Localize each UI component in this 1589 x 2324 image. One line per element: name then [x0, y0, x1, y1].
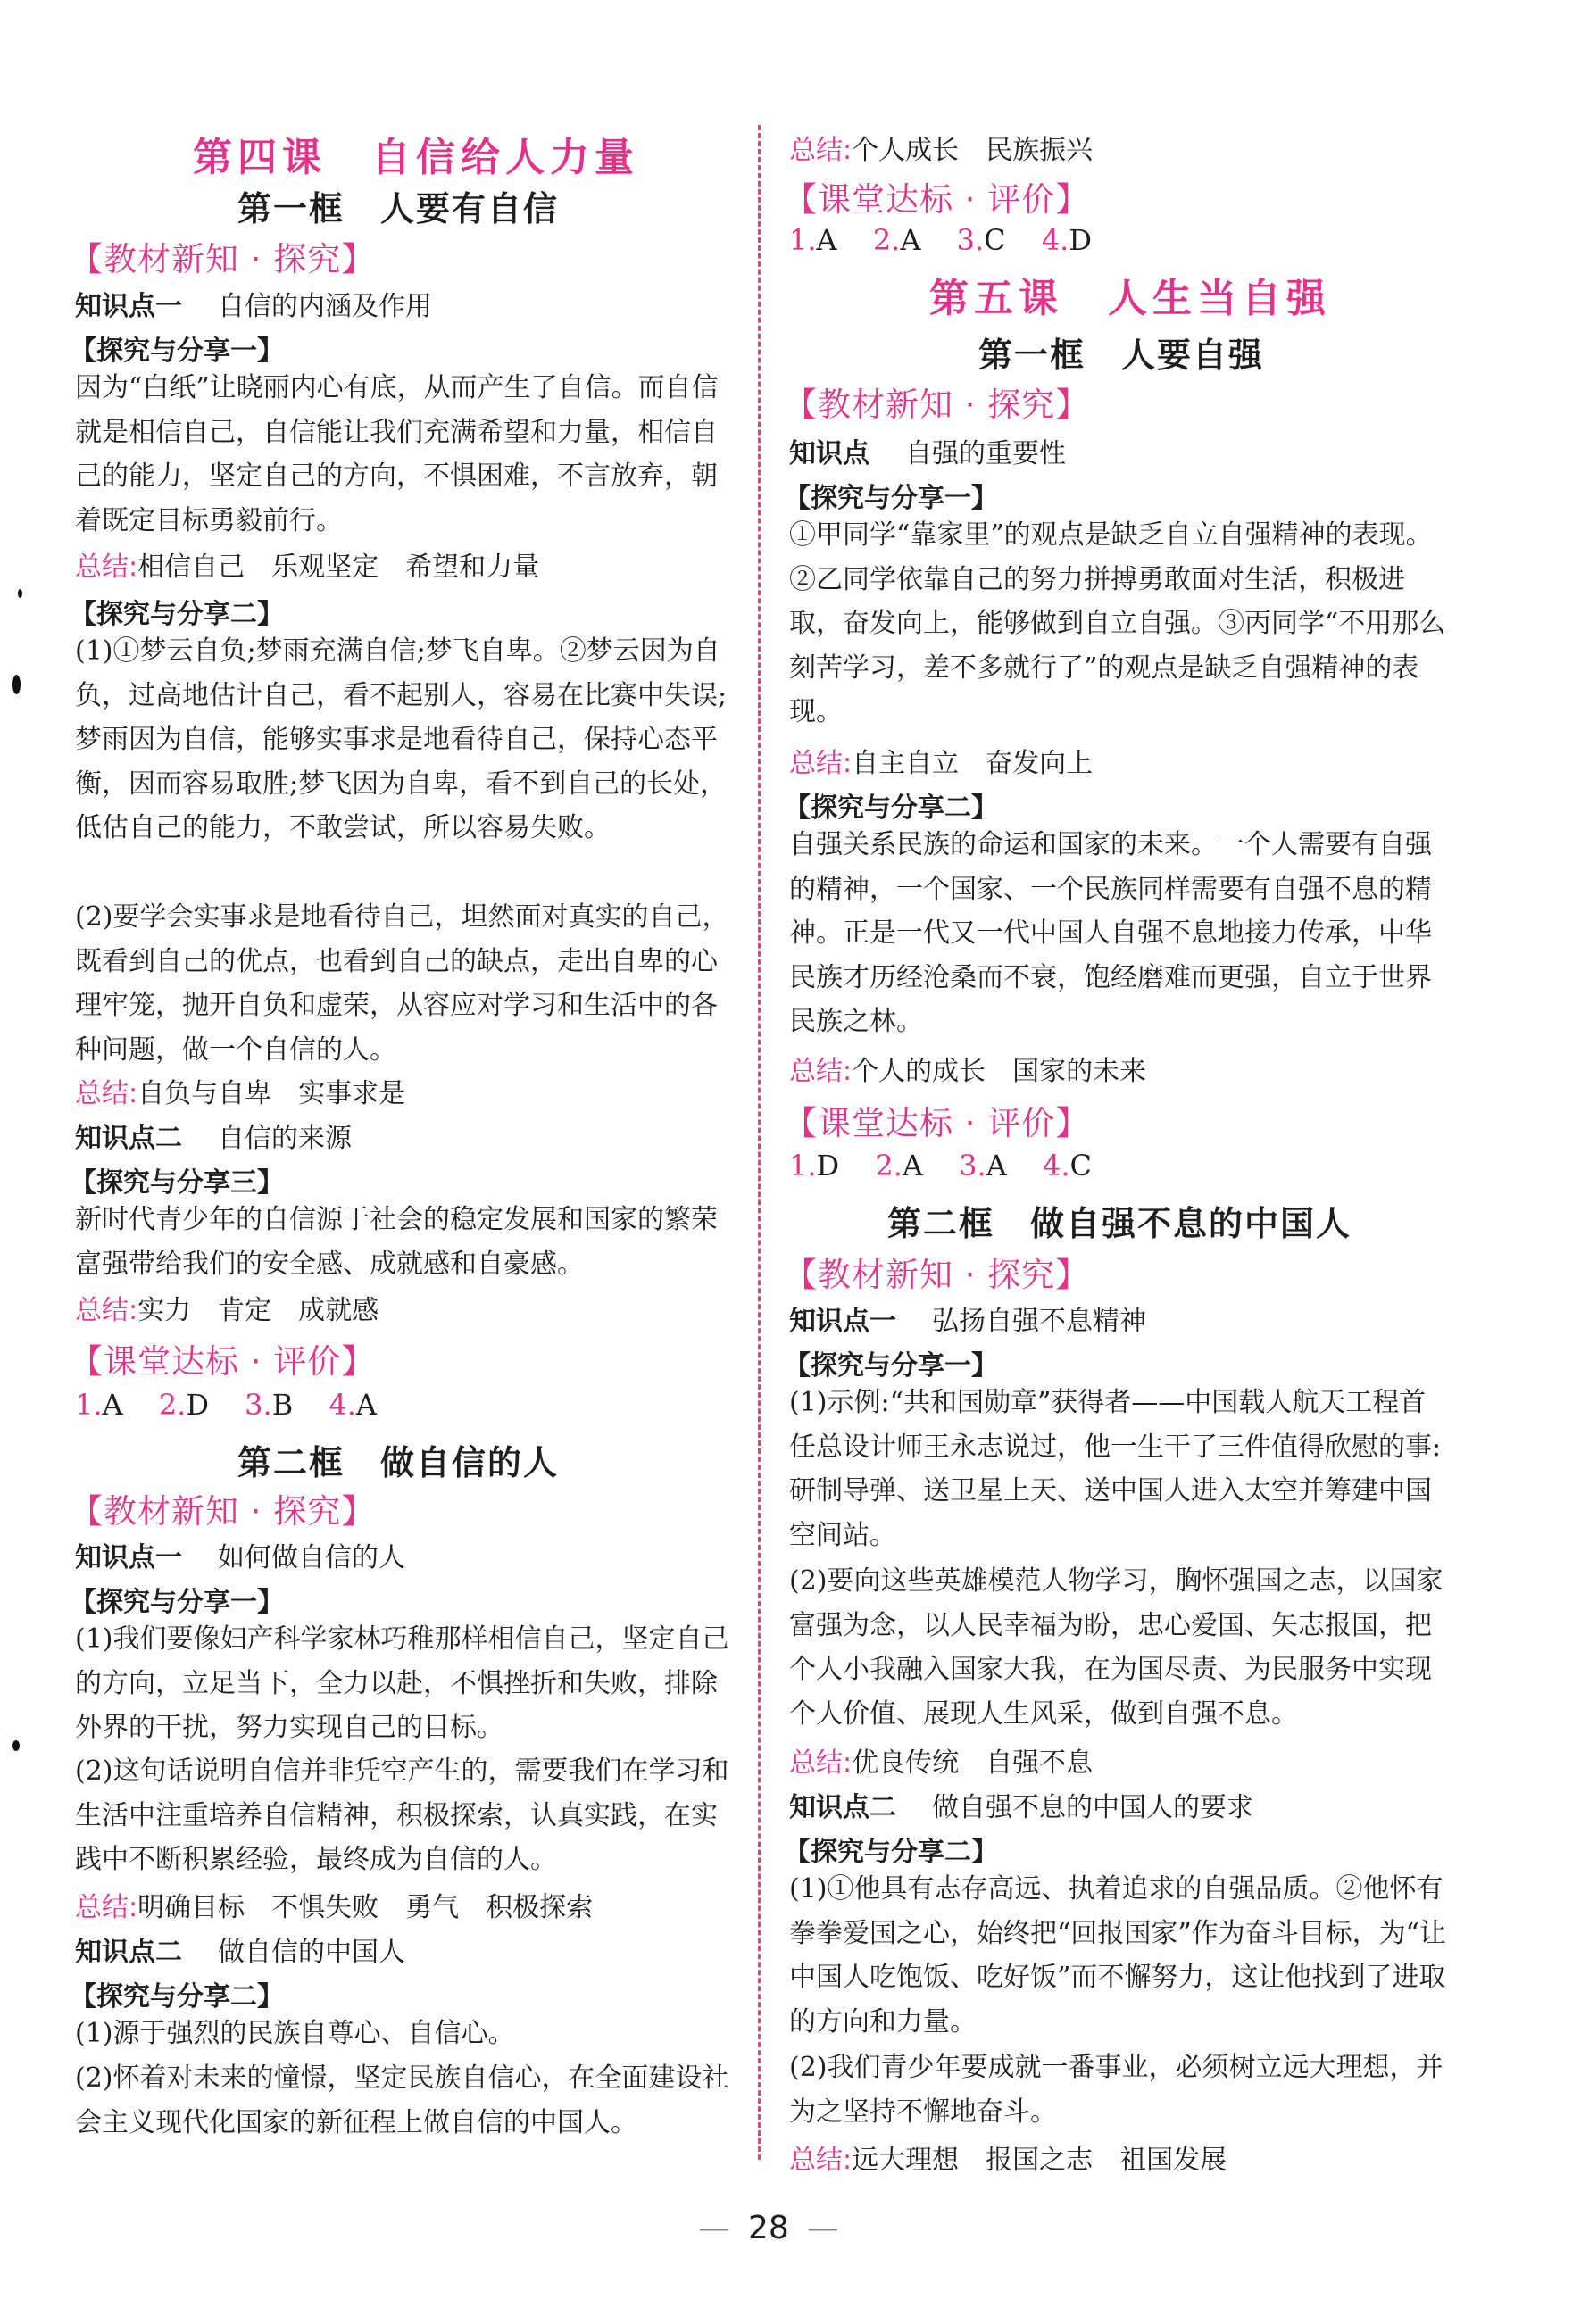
- share-heading: 【探究与分享二】: [70, 599, 284, 630]
- answer-item: 1.A: [75, 1388, 123, 1422]
- paragraph: (2)怀着对未来的憧憬，坚定民族自信心，在全面建设社会主义现代化国家的新征程上做自信的中国人。: [75, 2063, 729, 2138]
- knowledge-point: 知识点二 做自信的中国人: [75, 1937, 405, 1968]
- answer-list: [789, 1149, 1119, 1183]
- knowledge-point: 知识点一 弘扬自强不息精神: [789, 1306, 1146, 1337]
- page-number: — 28 —: [698, 2210, 839, 2246]
- answer-list: [789, 223, 1119, 257]
- frame-title: 第一框 人要自强: [978, 336, 1265, 375]
- share-heading: 【探究与分享一】: [784, 1350, 998, 1382]
- knowledge-point: 知识点二 做自强不息的中国人的要求: [789, 1792, 1253, 1823]
- paragraph: (1)①他具有志存高远、执着追求的自强品质。②他怀有拳拳爱国之心，始终把“回报国家”作为奋斗目标，为“让中国人吃饱饭、吃好饭”而不懈努力，这让他找到了进取的方向和力量。: [789, 1873, 1447, 2038]
- frame-title: 第二框 做自强不息的中国人: [887, 1204, 1352, 1243]
- share-heading: 【探究与分享二】: [784, 793, 998, 824]
- summary: 总结:个人的成长 国家的未来: [789, 1056, 1147, 1087]
- paragraph: (1)我们要像妇产科学家林巧稚那样相信自己，坚定自己的方向，立足当下，全力以赴，不惧挫折和失败，排除外界的干扰，努力实现自己的目标。: [75, 1623, 729, 1743]
- knowledge-point: 知识点 自强的重要性: [789, 438, 1066, 469]
- answer-item: 4.D: [1041, 223, 1092, 257]
- section-heading: 【教材新知 · 探究】: [784, 386, 1090, 424]
- scan-speck: [12, 675, 21, 694]
- knowledge-point: 知识点一 自信的内涵及作用: [75, 291, 432, 322]
- section-heading: 【教材新知 · 探究】: [70, 1492, 376, 1531]
- section-heading: 【教材新知 · 探究】: [70, 240, 376, 278]
- summary: 总结:实力 肯定 成就感: [75, 1295, 379, 1326]
- answer-item: 3.C: [956, 223, 1006, 257]
- summary: 总结:明确目标 不惧失败 勇气 积极探索: [75, 1892, 594, 1923]
- share-heading: 【探究与分享一】: [70, 336, 284, 367]
- section-heading: 【课堂达标 · 评价】: [70, 1342, 376, 1381]
- answer-list: [75, 1388, 403, 1422]
- paragraph: (1)示例:“共和国勋章”获得者——中国载人航天工程首任总设计师王永志说过，他一生干了三件值得欣慰的事:研制导弹、送卫星上天、送中国人进入太空并筹建中国空间站。: [789, 1387, 1442, 1551]
- paragraph: (1)①梦云自负;梦雨充满自信;梦飞自卑。②梦云因为自负，过高地估计自己，看不起别人，容易在比赛中失误;梦雨因为自信，能够实事求是地看待自己，保持心态平衡，因而容易取胜;梦飞因为自卑，看不到自己的长处，低估自己的能力，不敢尝试，所以容易失败。: [75, 635, 728, 843]
- summary: 总结:相信自己 乐观坚定 希望和力量: [75, 552, 540, 583]
- summary: 总结:自主自立 奋发向上: [789, 748, 1094, 779]
- answer-item: 1.A: [789, 223, 837, 257]
- paragraph: (2)我们青少年要成就一番事业，必须树立远大理想，并为之坚持不懈地奋斗。: [789, 2052, 1443, 2128]
- scan-speck: [12, 1740, 20, 1751]
- answer-item: 3.B: [245, 1388, 294, 1422]
- paragraph: (1)源于强烈的民族自尊心、自信心。: [75, 2018, 515, 2049]
- share-heading: 【探究与分享二】: [784, 1837, 998, 1868]
- summary: 总结:自负与自卑 实事求是: [75, 1078, 406, 1109]
- lesson-title: 第五课 人生当自强: [929, 276, 1331, 321]
- answer-item: 1.D: [789, 1149, 840, 1183]
- summary: 总结:优良传统 自强不息: [789, 1747, 1094, 1779]
- frame-title: 第一框 人要有自信: [237, 189, 560, 228]
- summary: 总结:个人成长 民族振兴: [789, 135, 1094, 166]
- paragraph: 自强关系民族的命运和国家的未来。一个人需要有自强的精神，一个国家、一个民族同样需要有自强不息的精神。正是一代又一代中国人自强不息地接力传承，中华民族才历经沧桑而不衰，饱经磨难而更强，自立于世界民族之林。: [789, 829, 1432, 1037]
- frame-title: 第二框 做自信的人: [237, 1443, 560, 1482]
- summary: 总结:远大理想 报国之志 祖国发展: [789, 2145, 1227, 2176]
- answer-item: 4.C: [1042, 1149, 1092, 1183]
- paragraph: 新时代青少年的自信源于社会的稳定发展和国家的繁荣富强带给我们的安全感、成就感和自豪感。: [75, 1204, 718, 1280]
- paragraph: ①甲同学“靠家里”的观点是缺乏自立自强精神的表现。②乙同学依靠自己的努力拼搏勇敢面对生活，积极进取，奋发向上，能够做到自立自强。③丙同学“不用那么刻苦学习，差不多就行了”的观点是缺乏自强精神的表现。: [789, 519, 1446, 727]
- answer-item: 3.A: [959, 1149, 1007, 1183]
- section-heading: 【课堂达标 · 评价】: [784, 180, 1090, 219]
- share-heading: 【探究与分享三】: [70, 1167, 284, 1199]
- answer-item: 4.A: [329, 1388, 378, 1422]
- lesson-title: 第四课 自信给人力量: [193, 135, 639, 180]
- answer-item: 2.A: [872, 223, 921, 257]
- share-heading: 【探究与分享一】: [784, 483, 998, 514]
- paragraph: (2)要向这些英雄模范人物学习，胸怀强国之志，以国家富强为念，以人民幸福为盼，忠心爱国、矢志报国，把个人小我融入国家大我，在为国尽责、为民服务中实现个人价值、展现人生风采，做到自强不息。: [789, 1565, 1443, 1730]
- section-heading: 【教材新知 · 探究】: [784, 1256, 1090, 1294]
- answer-item: 2.A: [875, 1149, 923, 1183]
- paragraph: 因为“白纸”让晓丽内心有底，从而产生了自信。而自信就是相信自己，自信能让我们充满希望和力量，相信自己的能力，坚定自己的方向，不惧困难，不言放弃，朝着既定目标勇毅前行。: [75, 372, 719, 536]
- scan-speck: [18, 589, 22, 598]
- answer-item: 2.D: [158, 1388, 209, 1422]
- section-heading: 【课堂达标 · 评价】: [784, 1104, 1090, 1142]
- knowledge-point: 知识点一 如何做自信的人: [75, 1542, 405, 1573]
- paragraph: (2)要学会实事求是地看待自己，坦然面对真实的自己，既看到自己的优点，也看到自己的缺点，走出自卑的心理牢笼，抛开自负和虚荣，从容应对学习和生活中的各种问题，做一个自信的人。: [75, 901, 729, 1066]
- share-heading: 【探究与分享二】: [70, 1981, 284, 2013]
- paragraph: (2)这句话说明自信并非凭空产生的，需要我们在学习和生活中注重培养自信精神，积极探索，认真实践，在实践中不断积累经验，最终成为自信的人。: [75, 1755, 729, 1875]
- knowledge-point: 知识点二 自信的来源: [75, 1123, 352, 1154]
- share-heading: 【探究与分享一】: [70, 1587, 284, 1618]
- column-divider: [758, 125, 761, 2160]
